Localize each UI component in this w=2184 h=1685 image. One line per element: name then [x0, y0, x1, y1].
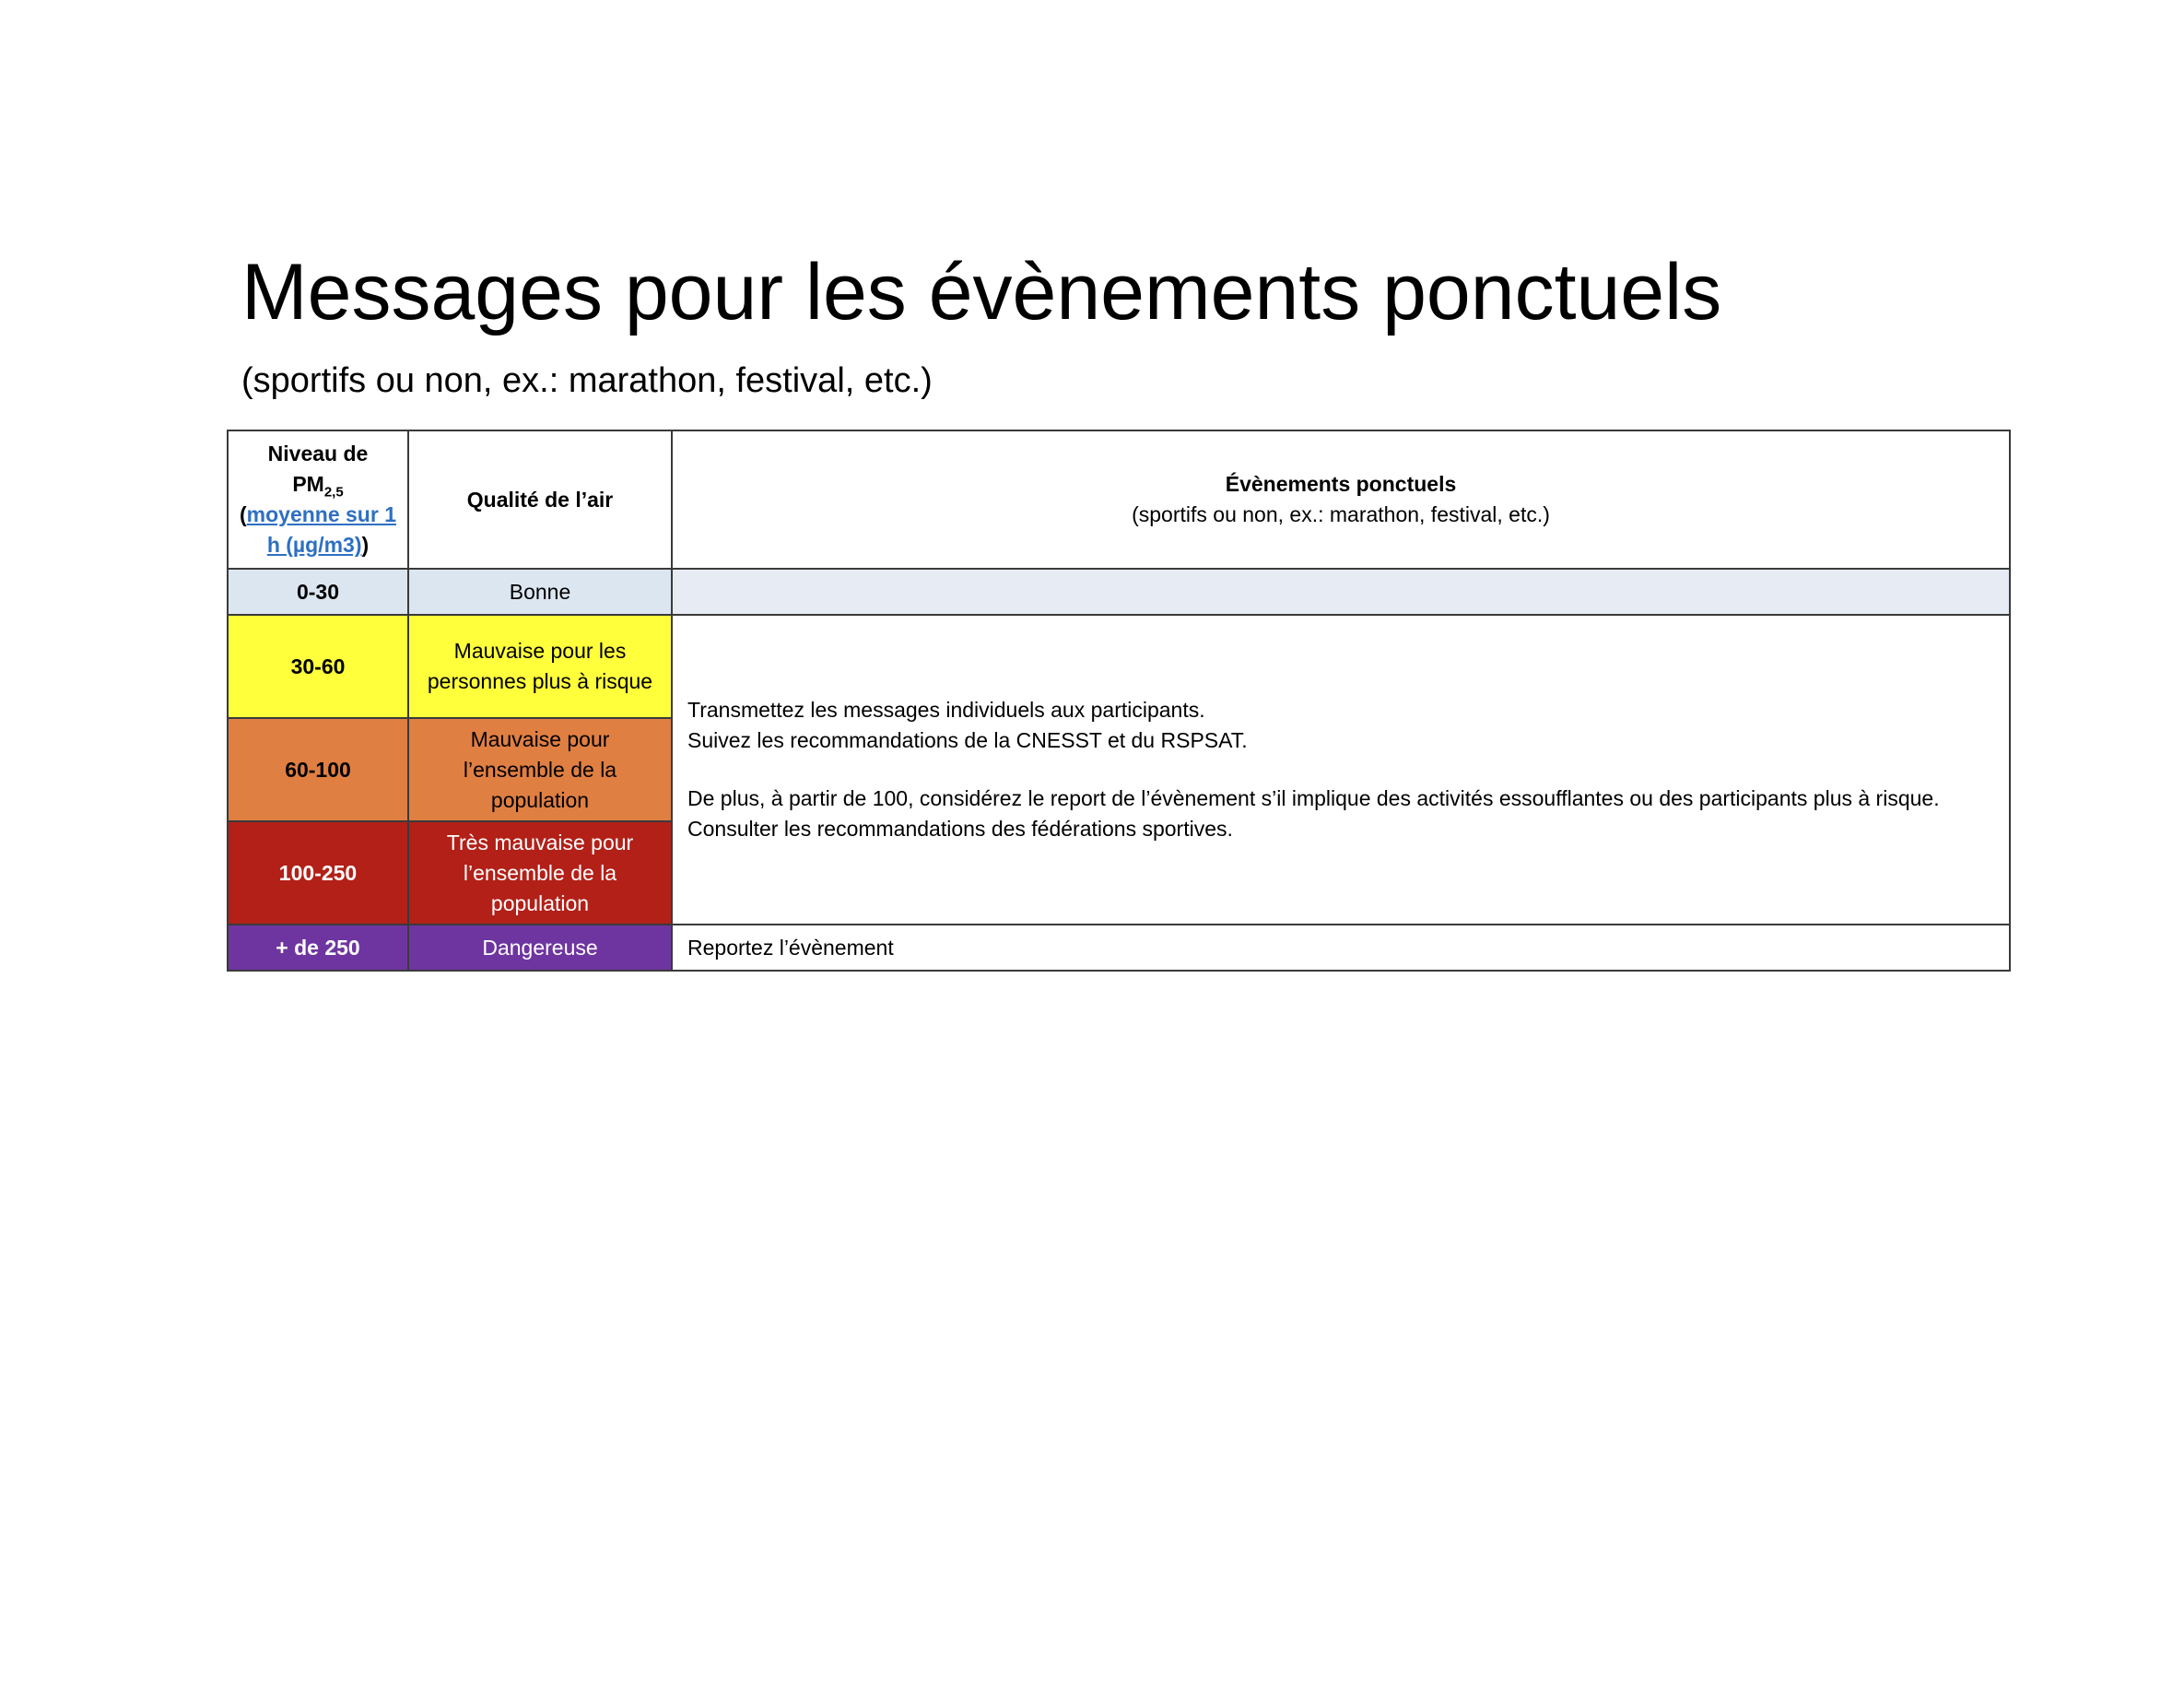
quality-cell: Dangereuse [408, 925, 672, 971]
level-cell: + de 250 [228, 925, 408, 971]
table-row [228, 569, 2010, 615]
pm25-messages-table [227, 430, 2011, 972]
header-events [672, 430, 2010, 569]
level-cell: 100-250 [228, 821, 408, 925]
message-line-3: De plus, à partir de 100, considérez le report de l’évènement s’il implique des activités essoufflantes ou des participants plus à risque. Consulter les recommandations des fédérations sportives. [687, 786, 1940, 841]
message-cell-empty [672, 569, 2010, 615]
header-level-pm: PM [292, 472, 324, 496]
header-level [228, 430, 408, 569]
header-level-pm-sub: 2,5 [323, 484, 344, 501]
quality-cell: Mauvaise pour les personnes plus à risque [408, 615, 672, 718]
message-cell-shared [672, 615, 2010, 925]
average-1h-link[interactable]: moyenne sur 1 h (µg/m3) [246, 502, 396, 557]
header-level-close-paren: ) [361, 533, 370, 557]
page-title: Messages pour les évènements ponctuels [241, 248, 1722, 336]
quality-cell: Bonne [408, 569, 672, 615]
header-events-title: Évènements ponctuels [1225, 472, 1457, 496]
level-cell: 30-60 [228, 615, 408, 718]
quality-cell: Très mauvaise pour l’ensemble de la population [408, 821, 672, 925]
table-header-row [228, 430, 2010, 569]
quality-cell: Mauvaise pour l’ensemble de la population [408, 718, 672, 821]
level-cell: 60-100 [228, 718, 408, 821]
message-cell-danger: Reportez l’évènement [672, 925, 2010, 971]
table-row [228, 925, 2010, 971]
header-level-line1: Niveau de [267, 442, 369, 465]
header-events-subtitle: (sportifs ou non, ex.: marathon, festival, etc.) [1132, 502, 1550, 526]
message-line-2: Suivez les recommandations de la CNESST et du RSPSAT. [687, 728, 1248, 752]
message-line-1: Transmettez les messages individuels aux participants. [687, 698, 1205, 722]
page-subtitle: (sportifs ou non, ex.: marathon, festival, etc.) [241, 361, 933, 400]
header-level-open-paren: ( [239, 502, 247, 526]
header-quality: Qualité de l’air [408, 430, 672, 569]
level-cell: 0-30 [228, 569, 408, 615]
table-row [228, 615, 2010, 718]
